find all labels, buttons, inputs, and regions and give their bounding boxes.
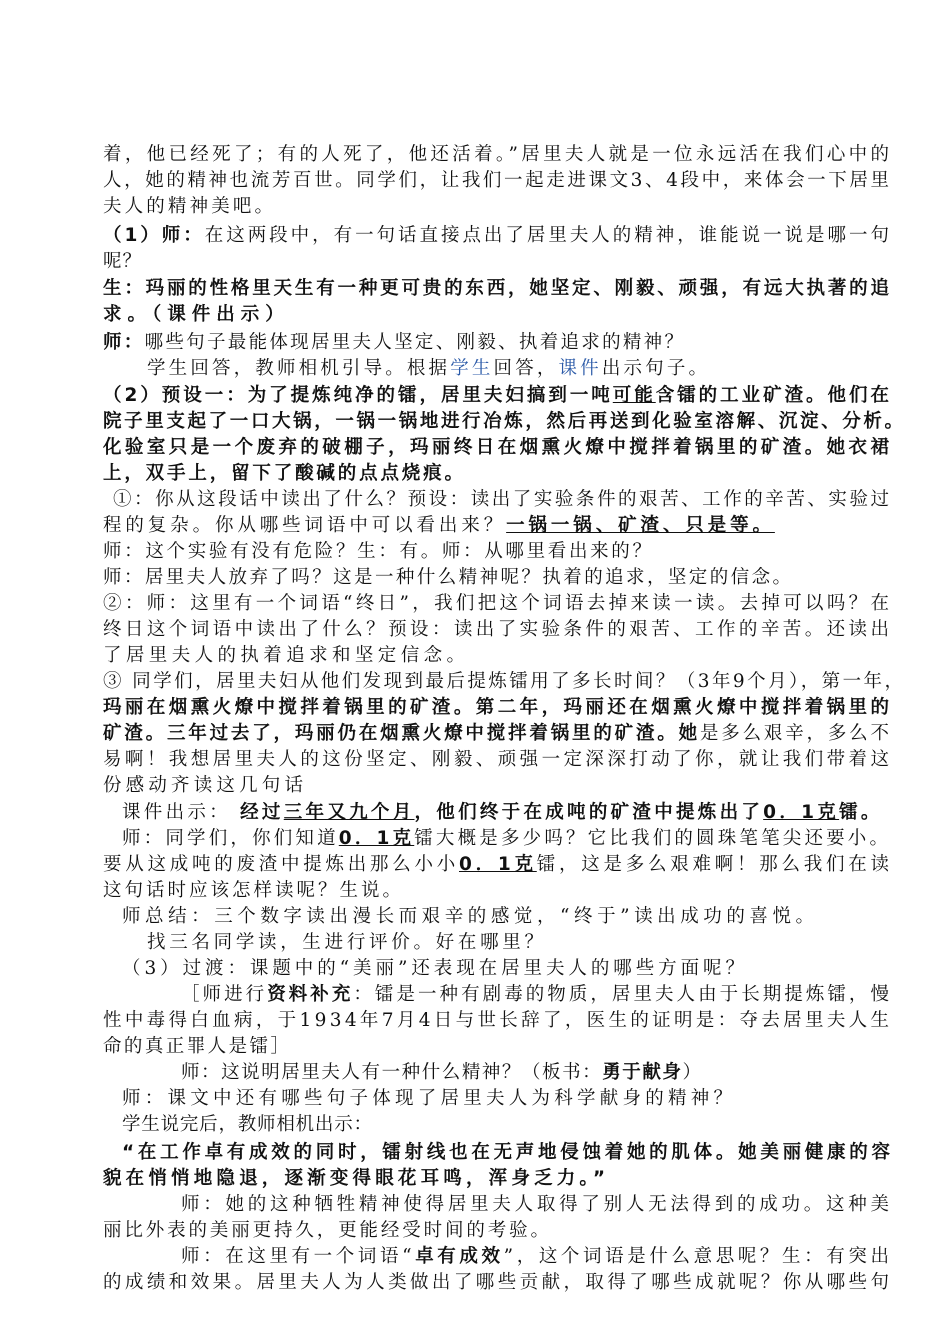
text-segment: 三年又九个月 bbox=[283, 802, 415, 823]
text-line bbox=[122, 800, 883, 826]
text-segment: 学生 bbox=[450, 358, 494, 379]
text-segment: 师： bbox=[103, 332, 145, 353]
text-segment: 课件出示： bbox=[122, 802, 241, 823]
text-segment: 师总结：三个数字读出漫长而艰辛的感觉，“终于”读出成功的喜悦。 bbox=[122, 906, 819, 927]
text-line bbox=[103, 1270, 892, 1296]
text-line bbox=[113, 487, 892, 513]
text-segment: ①：你从这段话中读出了什么？预设：读出了实验条件的艰苦、工作的辛苦、实验过 bbox=[113, 489, 892, 510]
text-segment: ③ 同学们，居里夫妇从他们发现到最后提炼镭用了多长时间？（3年9个月），第一年， bbox=[103, 671, 906, 692]
text-segment: 勇于献身 bbox=[602, 1062, 683, 1083]
text-line bbox=[103, 643, 469, 669]
text-line bbox=[103, 435, 892, 461]
text-segment: 镭大概是多少吗？它比我们的圆珠笔笔尖还要小。 bbox=[414, 828, 892, 849]
text-segment: 学生说完后，教师相机出示： bbox=[122, 1114, 373, 1135]
text-segment: 师：居里夫人放弃了吗？这是一种什么精神呢？执着的追求，坚定的信念。 bbox=[103, 567, 794, 588]
text-line bbox=[103, 878, 404, 904]
text-line bbox=[103, 721, 892, 747]
text-line bbox=[103, 409, 906, 435]
text-segment: 0．1克 bbox=[338, 828, 415, 849]
text-line bbox=[103, 383, 892, 409]
text-segment: 院子里支起了一口大锅，一锅一锅地进行冶炼，然后再送到化验室溶解、沉淀、分析。 bbox=[103, 411, 906, 432]
text-segment: 镭。 bbox=[839, 802, 883, 823]
text-segment: 夫人的精神美吧。 bbox=[103, 196, 277, 217]
text-segment: 含镭的工业矿渣。他们在 bbox=[655, 385, 892, 406]
text-segment: 哪些句子最能体现居里夫人坚定、刚毅、执着追求的精神？ bbox=[144, 332, 686, 353]
text-segment: 在这两段中，有一句话直接点出了居里夫人的精神，谁能说一说是哪一句 bbox=[204, 225, 892, 246]
text-segment: 师：同学们，你们知道 bbox=[122, 828, 339, 849]
text-segment: 了居里夫人的执着追求和坚定信念。 bbox=[103, 645, 470, 666]
text-line bbox=[103, 168, 892, 194]
text-segment: ，他们终于在成吨的矿渣中提炼出了 bbox=[414, 802, 764, 823]
text-segment: 师：在这里有一个词语“ bbox=[181, 1246, 416, 1267]
text-line bbox=[122, 956, 748, 982]
text-line bbox=[103, 461, 466, 487]
text-segment: 师：这个实验有没有危险？生：有。师：从哪里看出来的？ bbox=[103, 541, 654, 562]
text-line bbox=[103, 194, 276, 220]
text-line bbox=[181, 982, 892, 1008]
text-segment: 份感动齐读这几句话 bbox=[103, 775, 308, 796]
text-line bbox=[181, 1244, 893, 1270]
text-segment: 化验室只是一个废弃的破棚子，玛丽终日在烟熏火燎中搅拌着锅里的矿渣。她衣裙 bbox=[103, 437, 893, 458]
text-line bbox=[103, 276, 892, 302]
text-line bbox=[122, 904, 819, 930]
text-line bbox=[103, 591, 892, 617]
text-line bbox=[103, 539, 654, 565]
text-segment: 性中毒得白血病，于1934年7月4日与世长辞了，医生的证明是：夺去居里夫人生 bbox=[103, 1010, 893, 1031]
text-line bbox=[103, 747, 892, 773]
text-segment: 资料补充 bbox=[267, 984, 354, 1005]
text-segment: （2）预设一：为了提炼纯净的镭，居里夫妇搞到一吨 bbox=[103, 385, 613, 406]
text-segment: 玛丽在烟熏火燎中搅拌着锅里的矿渣。第二年，玛丽还在烟熏火燎中搅拌着锅里的 bbox=[103, 697, 893, 718]
text-line bbox=[103, 142, 892, 168]
text-segment: 学生回答，教师相机引导。根据 bbox=[147, 358, 451, 379]
text-segment: 师：这说明居里夫人有一种什么精神？（板书： bbox=[181, 1062, 603, 1083]
text-segment: 命的真正罪人是镭］ bbox=[103, 1036, 292, 1057]
text-line bbox=[181, 1192, 893, 1218]
text-segment: 0．1克 bbox=[763, 802, 840, 823]
text-segment: 要从这成吨的废渣中提炼出那么小小 bbox=[103, 854, 459, 875]
text-segment: 的成绩和效果。居里夫人为人类做出了哪些贡献，取得了哪些成就呢？你从哪些句 bbox=[103, 1272, 893, 1293]
text-line bbox=[122, 826, 891, 852]
text-segment: 呢？ bbox=[103, 251, 142, 272]
text-segment: 这句话时应该怎样读呢？生说。 bbox=[103, 880, 404, 901]
text-line bbox=[103, 330, 685, 356]
text-segment: 一锅一锅、矿渣、只是等。 bbox=[506, 515, 775, 536]
text-segment: 貌在悄悄地隐退，逐渐变得眼花耳鸣，浑身乏力。” bbox=[103, 1168, 610, 1189]
text-line bbox=[103, 617, 892, 643]
text-line bbox=[147, 356, 710, 382]
text-segment: 可能 bbox=[612, 385, 656, 406]
text-segment: 丽比外表的美丽更持久，更能经受时间的考验。 bbox=[103, 1220, 552, 1241]
text-segment: 出示句子。 bbox=[601, 358, 711, 379]
text-segment: “在工作卓有成效的同时，镭射线也在无声地侵蚀着她的肌体。她美丽健康的容 bbox=[122, 1142, 894, 1163]
text-segment: 经过 bbox=[240, 802, 284, 823]
text-segment: 终日这个词语中读出了什么？预设：读出了实验条件的艰苦、工作的辛苦。还读出 bbox=[103, 619, 893, 640]
text-line bbox=[122, 1112, 373, 1138]
text-segment: 镭，这是多么艰难啊！那么我们在读 bbox=[536, 854, 893, 875]
text-segment: 卓有成效 bbox=[415, 1246, 504, 1267]
text-line bbox=[103, 1034, 291, 1060]
text-segment: 玛丽的性格里天生有一种更可贵的东西，她坚定、刚毅、顽强，有远大执著的追 bbox=[145, 278, 892, 299]
text-segment: 课件 bbox=[558, 358, 602, 379]
text-segment: 找三名同学读，生进行评价。好在哪里？ bbox=[147, 932, 547, 953]
text-segment: 回答， bbox=[493, 358, 559, 379]
text-segment: 是多么艰辛，多么不 bbox=[699, 723, 892, 744]
text-segment: 求。（课件出示） bbox=[103, 304, 290, 325]
text-segment: （1）师： bbox=[103, 225, 205, 246]
text-line bbox=[103, 223, 892, 249]
text-line bbox=[103, 695, 892, 721]
text-line bbox=[103, 773, 307, 799]
text-line bbox=[122, 1086, 736, 1112]
text-segment: 着，他已经死了；有的人死了，他还活着。”居里夫人就是一位永远活在我们心中的 bbox=[103, 144, 893, 165]
text-line bbox=[103, 1218, 552, 1244]
text-segment: 师：课文中还有哪些句子体现了居里夫人为科学献身的精神？ bbox=[122, 1088, 737, 1109]
text-segment: ） bbox=[682, 1062, 703, 1083]
text-segment: 程的复杂。你从哪些词语中可以看出来？ bbox=[103, 515, 507, 536]
text-segment: 上，双手上，留下了酸碱的点点烧痕。 bbox=[103, 463, 466, 484]
text-line bbox=[122, 1140, 894, 1166]
text-line bbox=[181, 1060, 703, 1086]
text-line bbox=[103, 302, 290, 328]
text-line bbox=[103, 669, 905, 695]
text-line bbox=[103, 852, 893, 878]
text-line bbox=[103, 1166, 609, 1192]
text-segment: ②：师：这里有一个词语“终日”，我们把这个词语去掉来读一读。去掉可以吗？在 bbox=[103, 593, 893, 614]
text-segment: 0．1克 bbox=[459, 854, 537, 875]
text-segment: ：镭是一种有剧毒的物质，居里夫人由于长期提炼镭，慢 bbox=[353, 984, 893, 1005]
text-segment: ［师进行 bbox=[181, 984, 268, 1005]
text-segment: 生： bbox=[103, 278, 146, 299]
text-line bbox=[147, 930, 547, 956]
text-line bbox=[103, 249, 142, 275]
text-line bbox=[103, 1008, 892, 1034]
text-line bbox=[103, 513, 775, 539]
text-segment: ”，这个词语是什么意思呢？生：有突出 bbox=[503, 1246, 893, 1267]
text-segment: （3）过渡：课题中的“美丽”还表现在居里夫人的哪些方面呢？ bbox=[122, 958, 748, 979]
text-segment: 人，她的精神也流芳百世。同学们，让我们一起走进课文3、4段中，来体会一下居里 bbox=[103, 170, 892, 191]
text-segment: 易啊！我想居里夫人的这份坚定、刚毅、顽强一定深深打动了你，就让我们带着这 bbox=[103, 749, 893, 770]
text-segment: 矿渣。三年过去了，玛丽仍在烟熏火燎中搅拌着锅里的矿渣。她 bbox=[103, 723, 700, 744]
text-segment: 师：她的这种牺牲精神使得居里夫人取得了别人无法得到的成功。这种美 bbox=[181, 1194, 893, 1215]
text-line bbox=[103, 565, 793, 591]
